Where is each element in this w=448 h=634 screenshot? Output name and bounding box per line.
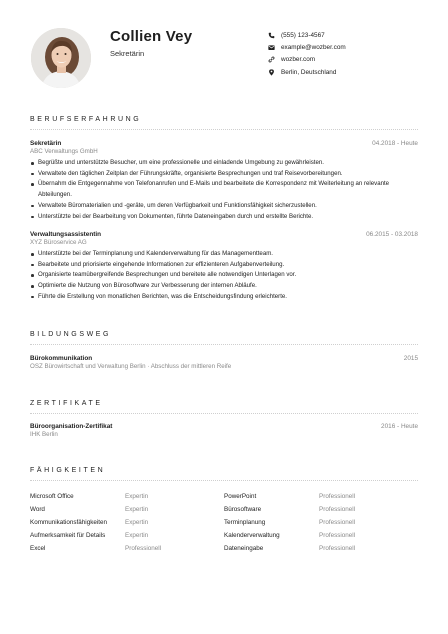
experience-company: XYZ Büroservice AG	[30, 239, 87, 246]
experience-entry	[30, 231, 418, 303]
skill-level: Expertin	[125, 506, 149, 513]
education-date: 2015	[403, 355, 418, 362]
bullet-item: Verwaltete Büromaterialien und -geräte, um deren Verfügbarkeit und Funktionsfähigkeit sicherzustellen.	[30, 201, 418, 212]
skill-name: Word	[30, 506, 45, 513]
skill-row	[30, 503, 418, 516]
experience-bullets	[30, 158, 418, 222]
bullet-item: Bearbeitete und priorisierte eingehende Informationen zur effizienteren Aufgabenverteilung.	[30, 260, 418, 271]
skill-name: Bürosoftware	[224, 506, 262, 513]
certificate-date: 2016 - Heute	[381, 423, 418, 430]
bullet-item: Verwaltete den täglichen Zeitplan der Führungskräfte, organisierte Besprechungen und traf Reisevorbereitungen.	[30, 169, 418, 180]
contact-location	[267, 66, 346, 78]
experience-date: 04.2018 - Heute	[372, 140, 418, 147]
skills-heading: FÄHIGKEITEN	[30, 467, 106, 474]
education-entry	[30, 355, 418, 370]
skill-level: Professionell	[125, 545, 162, 552]
bullet-item: Übernahm die Entgegennahme von Telefonanrufen und E-Mails und bearbeitete die Korrespondenz mit Weiterleitung an relevante Abteilungen.	[30, 179, 418, 200]
education-school: OSZ Bürowirtschaft und Verwaltung Berlin · Abschluss der mittleren Reife	[30, 363, 232, 370]
skill-name: Kommunikationsfähigkeiten	[30, 519, 108, 526]
contact-location-text: Berlin, Deutschland	[281, 68, 337, 76]
skill-level: Expertin	[125, 519, 149, 526]
certificates-heading: ZERTIFIKATE	[30, 400, 103, 407]
education-heading: BILDUNGSWEG	[30, 331, 112, 338]
skill-name: PowerPoint	[224, 493, 257, 500]
skill-name: Excel	[30, 545, 46, 552]
education-degree: Bürokommunikation	[30, 355, 93, 362]
skill-row	[30, 490, 418, 503]
contact-phone-text: (555) 123-4567	[281, 31, 325, 39]
email-icon	[267, 43, 276, 52]
link-icon	[267, 55, 276, 64]
certificates-divider	[30, 413, 418, 414]
job-title: Sekretärin	[110, 49, 145, 58]
skill-row	[30, 529, 418, 542]
bullet-item: Optimierte die Nutzung von Bürosoftware zur Verbesserung der internen Abläufe.	[30, 281, 418, 292]
skill-row	[30, 516, 418, 529]
contact-list	[267, 29, 346, 79]
location-icon	[267, 68, 276, 77]
skill-level: Professionell	[319, 545, 356, 552]
phone-icon	[267, 31, 276, 40]
contact-phone	[267, 29, 346, 41]
skill-level: Professionell	[319, 506, 356, 513]
profile-photo	[31, 28, 91, 88]
person-name: Collien Vey	[110, 28, 193, 45]
bullet-item: Führte die Erstellung von monatlichen Berichten, was die Entscheidungsfindung erleichterte.	[30, 292, 418, 303]
avatar	[31, 28, 91, 88]
contact-email	[267, 41, 346, 53]
skill-level: Professionell	[319, 493, 356, 500]
experience-company: ABC Verwaltungs GmbH	[30, 148, 98, 155]
skills-grid	[30, 490, 418, 555]
skill-level: Expertin	[125, 493, 149, 500]
certificate-name: Büroorganisation-Zertifikat	[30, 423, 113, 430]
skill-row	[30, 542, 418, 555]
skill-level: Expertin	[125, 532, 149, 539]
experience-role: Sekretärin	[30, 140, 62, 147]
skill-name: Kalenderverwaltung	[224, 532, 280, 539]
experience-divider	[30, 129, 418, 130]
skill-name: Terminplanung	[224, 519, 266, 526]
bullet-item: Organisierte teamübergreifende Besprechungen und bereitete alle notwendigen Unterlagen vor.	[30, 270, 418, 281]
certificate-entry	[30, 423, 418, 438]
skill-level: Professionell	[319, 519, 356, 526]
contact-website	[267, 54, 346, 66]
skill-level: Professionell	[319, 532, 356, 539]
contact-website-text[interactable]: wozber.com	[281, 56, 316, 64]
experience-role: Verwaltungsassistentin	[30, 231, 102, 238]
certificate-issuer: IHK Berlin	[30, 431, 58, 438]
contact-email-text[interactable]: example@wozber.com	[281, 44, 346, 52]
experience-entry	[30, 140, 418, 222]
education-divider	[30, 344, 418, 345]
skill-name: Aufmerksamkeit für Details	[30, 532, 106, 539]
skills-divider	[30, 480, 418, 481]
bullet-item: Unterstützte bei der Bearbeitung von Dokumenten, führte Dateneingaben durch und erstellte Berichte.	[30, 212, 418, 223]
experience-heading: BERUFSERFAHRUNG	[30, 116, 142, 123]
experience-date: 06.2015 - 03.2018	[366, 231, 418, 238]
bullet-item: Begrüßte und unterstützte Besucher, um eine professionelle und einladende Umgebung zu gewährleisten.	[30, 158, 418, 169]
bullet-item: Unterstützte bei der Terminplanung und Kalenderverwaltung für das Managementteam.	[30, 249, 418, 260]
skill-name: Dateneingabe	[224, 545, 264, 552]
skill-name: Microsoft Office	[30, 493, 74, 500]
experience-bullets	[30, 249, 418, 303]
